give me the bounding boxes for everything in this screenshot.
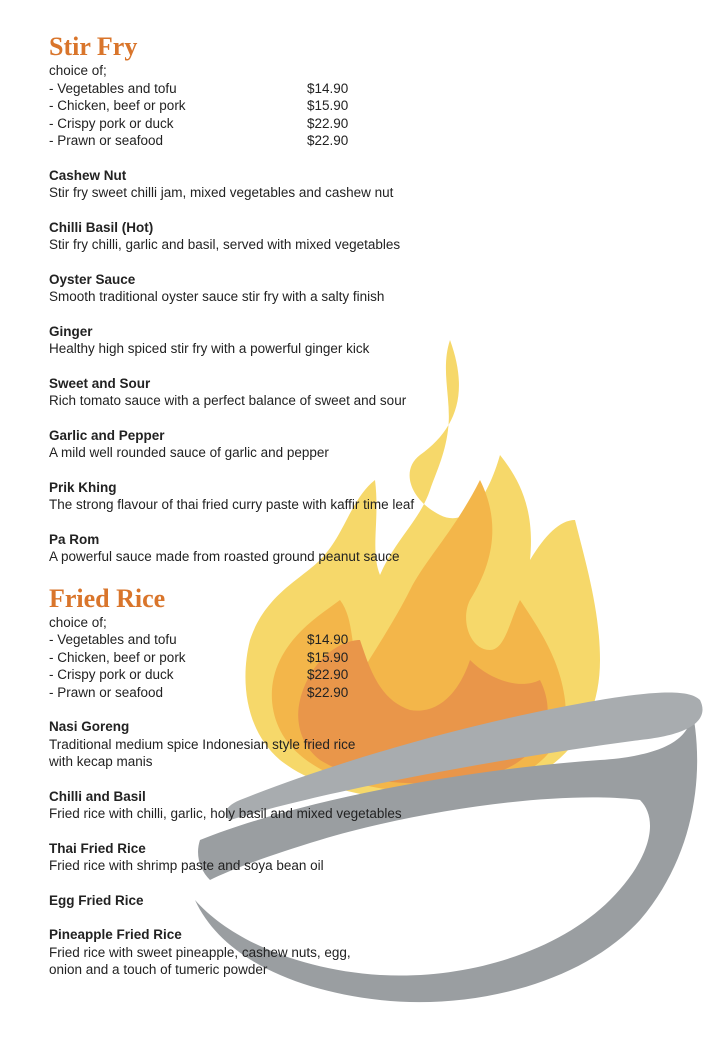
option-price: $22.90 — [307, 667, 349, 682]
dish-description: The strong flavour of thai fried curry paste with kaffir time leaf — [49, 497, 415, 512]
dish-description: Fried rice with chilli, garlic, holy basil and mixed vegetables — [49, 806, 402, 821]
dish-name: Oyster Sauce — [49, 271, 136, 287]
option-price: $15.90 — [307, 649, 349, 665]
dish-item — [49, 219, 669, 254]
dish-description: Stir fry sweet chilli jam, mixed vegetables and cashew nut — [49, 185, 394, 200]
option-name: - Prawn or seafood — [49, 684, 164, 700]
dish-name: Pa Rom — [49, 531, 100, 547]
option-name: - Chicken, beef or pork — [49, 98, 186, 113]
choice-label: choice of; — [49, 63, 107, 78]
option-row — [49, 631, 669, 649]
dish-name: Cashew Nut — [49, 167, 127, 183]
dish-description: with kecap manis — [49, 754, 153, 769]
dish-name: Chilli and Basil — [49, 788, 146, 804]
option-row — [49, 80, 669, 98]
dish-item — [49, 840, 669, 875]
option-price: $22.90 — [307, 115, 349, 131]
section-title-fried-rice: Fried Rice — [49, 583, 166, 613]
dish-name: Garlic and Pepper — [49, 427, 165, 443]
option-name: - Vegetables and tofu — [49, 632, 177, 647]
dish-name: Egg Fried Rice — [49, 892, 144, 908]
dish-description: A mild well rounded sauce of garlic and pepper — [49, 445, 329, 460]
option-name: - Crispy pork or duck — [49, 115, 174, 131]
dish-item — [49, 926, 669, 979]
dish-description: Fried rice with shrimp paste and soya bean oil — [49, 858, 324, 873]
option-name: - Prawn or seafood — [49, 133, 164, 148]
dish-description: onion and a touch of tumeric powder — [49, 962, 268, 977]
dish-item — [49, 531, 669, 566]
dish-item — [49, 479, 669, 514]
dish-item — [49, 271, 669, 306]
section-title-stir-fry: Stir Fry — [49, 32, 138, 61]
option-row — [49, 666, 669, 684]
dish-description: Fried rice with sweet pineapple, cashew nuts, egg, — [49, 944, 351, 960]
choice-label: choice of; — [49, 614, 107, 630]
option-row — [49, 684, 669, 702]
dish-description: Smooth traditional oyster sauce stir fry with a salty finish — [49, 289, 385, 304]
option-name: - Vegetables and tofu — [49, 80, 177, 96]
option-row — [49, 97, 669, 115]
dish-description: A powerful sauce made from roasted ground peanut sauce — [49, 549, 400, 564]
dish-description: Healthy high spiced stir fry with a powerful ginger kick — [49, 341, 370, 356]
dish-item — [49, 375, 669, 410]
option-row — [49, 649, 669, 667]
dish-description: Traditional medium spice Indonesian style fried rice — [49, 736, 356, 752]
option-name: - Chicken, beef or pork — [49, 649, 186, 665]
option-price: $15.90 — [307, 98, 349, 113]
option-price: $22.90 — [307, 684, 349, 700]
option-price: $14.90 — [307, 632, 349, 647]
dish-name: Sweet and Sour — [49, 375, 151, 391]
option-price: $14.90 — [307, 80, 349, 96]
dish-item — [49, 788, 669, 823]
dish-name: Prik Khing — [49, 479, 117, 495]
dish-description: Stir fry chilli, garlic and basil, served with mixed vegetables — [49, 237, 401, 252]
option-row — [49, 132, 669, 150]
dish-item — [49, 427, 669, 462]
dish-item — [49, 323, 669, 358]
section-fried-rice — [49, 584, 669, 979]
menu-content — [49, 32, 669, 979]
dish-name: Ginger — [49, 323, 93, 339]
dish-item — [49, 718, 669, 771]
dish-description: Rich tomato sauce with a perfect balance of sweet and sour — [49, 393, 407, 408]
option-price: $22.90 — [307, 133, 349, 148]
dish-name: Pineapple Fried Rice — [49, 927, 182, 942]
dish-item — [49, 167, 669, 202]
option-name: - Crispy pork or duck — [49, 667, 174, 682]
option-row — [49, 115, 669, 133]
dish-name: Chilli Basil (Hot) — [49, 219, 154, 235]
dish-name: Nasi Goreng — [49, 719, 130, 734]
section-stir-fry — [49, 32, 669, 566]
dish-item — [49, 892, 669, 910]
dish-name: Thai Fried Rice — [49, 840, 146, 856]
